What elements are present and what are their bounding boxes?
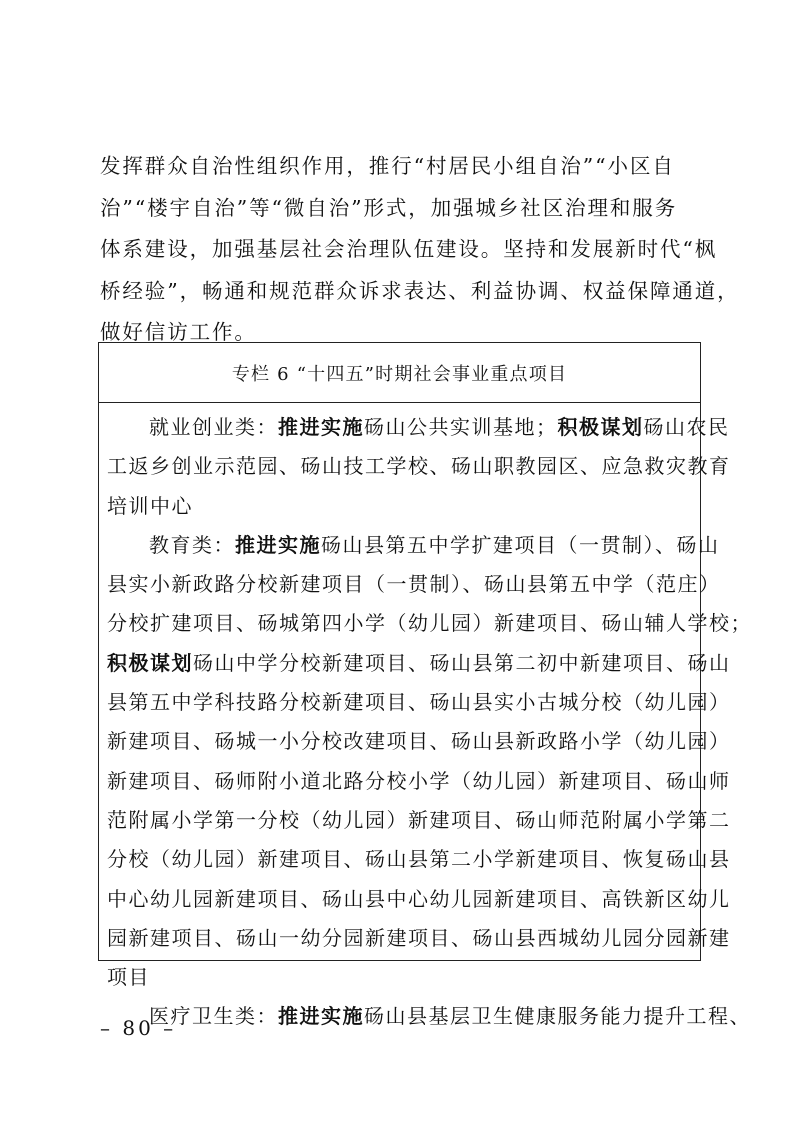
body-text: 中心幼儿园新建项目、砀山县中心幼儿园新建项目、高铁新区幼儿 xyxy=(107,886,731,911)
body-text: 砀山中学分校新建项目、砀山县第二初中新建项目、砀山 xyxy=(193,650,731,675)
body-text: 砀山县第五中学扩建项目（一贯制）、砀山 xyxy=(321,532,720,557)
page-number: – 80 – xyxy=(100,1016,177,1040)
box-line xyxy=(107,762,731,801)
body-text: 分校（幼儿园）新建项目、砀山县第二小学新建项目、恢复砀山县 xyxy=(107,847,731,872)
box-line xyxy=(107,447,731,486)
intro-paragraph xyxy=(100,146,740,354)
box-title: 专栏 6 “十四五”时期社会事业重点项目 xyxy=(99,343,700,403)
box-line xyxy=(107,644,731,683)
box-line xyxy=(107,997,751,1036)
body-text: 新建项目、砀城一小分校改建项目、砀山县新政路小学（幼儿园） xyxy=(107,729,731,754)
body-text: 新建项目、砀师附小道北路分校小学（幼儿园）新建项目、砀山师 xyxy=(107,768,731,793)
body-text: 就业创业类： xyxy=(149,415,278,439)
text-line: 发挥群众自治性组织作用，推行“村居民小组自治”“小区自 xyxy=(100,154,675,178)
box-line xyxy=(107,565,721,604)
body-text: 工返乡创业示范园、砀山技工学校、砀山职教园区、应急救灾教育 xyxy=(107,454,731,479)
emphasis-text: 推进实施 xyxy=(278,415,364,439)
body-text: 砀山农民 xyxy=(643,415,730,439)
body-text: 教育类： xyxy=(149,532,235,557)
text-line: 治”“楼宇自治”等“微自治”形式，加强城乡社区治理和服务 xyxy=(100,195,678,220)
box-line xyxy=(107,840,731,879)
body-text: 砀山公共实训基地； xyxy=(364,415,558,439)
box-line xyxy=(107,526,720,565)
text-line: 桥经验”，畅通和规范群众诉求表达、利益协调、权益保障通道， xyxy=(100,278,740,303)
box-line xyxy=(107,604,752,643)
body-text: 范附属小学第一分校（幼儿园）新建项目、砀山师范附属小学第二 xyxy=(107,807,731,832)
emphasis-text: 积极谋划 xyxy=(557,415,644,439)
body-text: 县第五中学科技路分校新建项目、砀山县实小古城分校（幼儿园） xyxy=(107,690,731,715)
emphasis-text: 推进实施 xyxy=(235,532,321,557)
body-text: 培训中心 xyxy=(107,493,193,518)
box-line xyxy=(107,958,694,997)
box-line xyxy=(107,919,731,958)
body-text: 项目 xyxy=(107,965,150,990)
body-text: 砀山县基层卫生健康服务能力提升工程、 xyxy=(364,1004,751,1029)
box-line xyxy=(107,880,731,919)
text-line: 做好信访工作。 xyxy=(100,320,257,344)
box-line xyxy=(107,487,694,526)
box-line xyxy=(107,683,731,722)
box-line xyxy=(107,801,731,840)
box-body xyxy=(99,403,752,1037)
text-line: 体系建设，加强基层社会治理队伍建设。坚持和发展新时代“枫 xyxy=(100,237,718,261)
emphasis-text: 推进实施 xyxy=(278,1004,364,1029)
box-line xyxy=(107,408,730,447)
body-text: 县实小新政路分校新建项目（一贯制）、砀山县第五中学（范庄） xyxy=(107,572,721,597)
body-text: 园新建项目、砀山一幼分园新建项目、砀山县西城幼儿园分园新建 xyxy=(107,925,731,950)
body-text: 医疗卫生类： xyxy=(149,1004,278,1029)
body-text: 分校扩建项目、砀城第四小学（幼儿园）新建项目、砀山辅人学校； xyxy=(107,611,752,636)
emphasis-text: 积极谋划 xyxy=(107,650,193,675)
box-line xyxy=(107,722,731,761)
